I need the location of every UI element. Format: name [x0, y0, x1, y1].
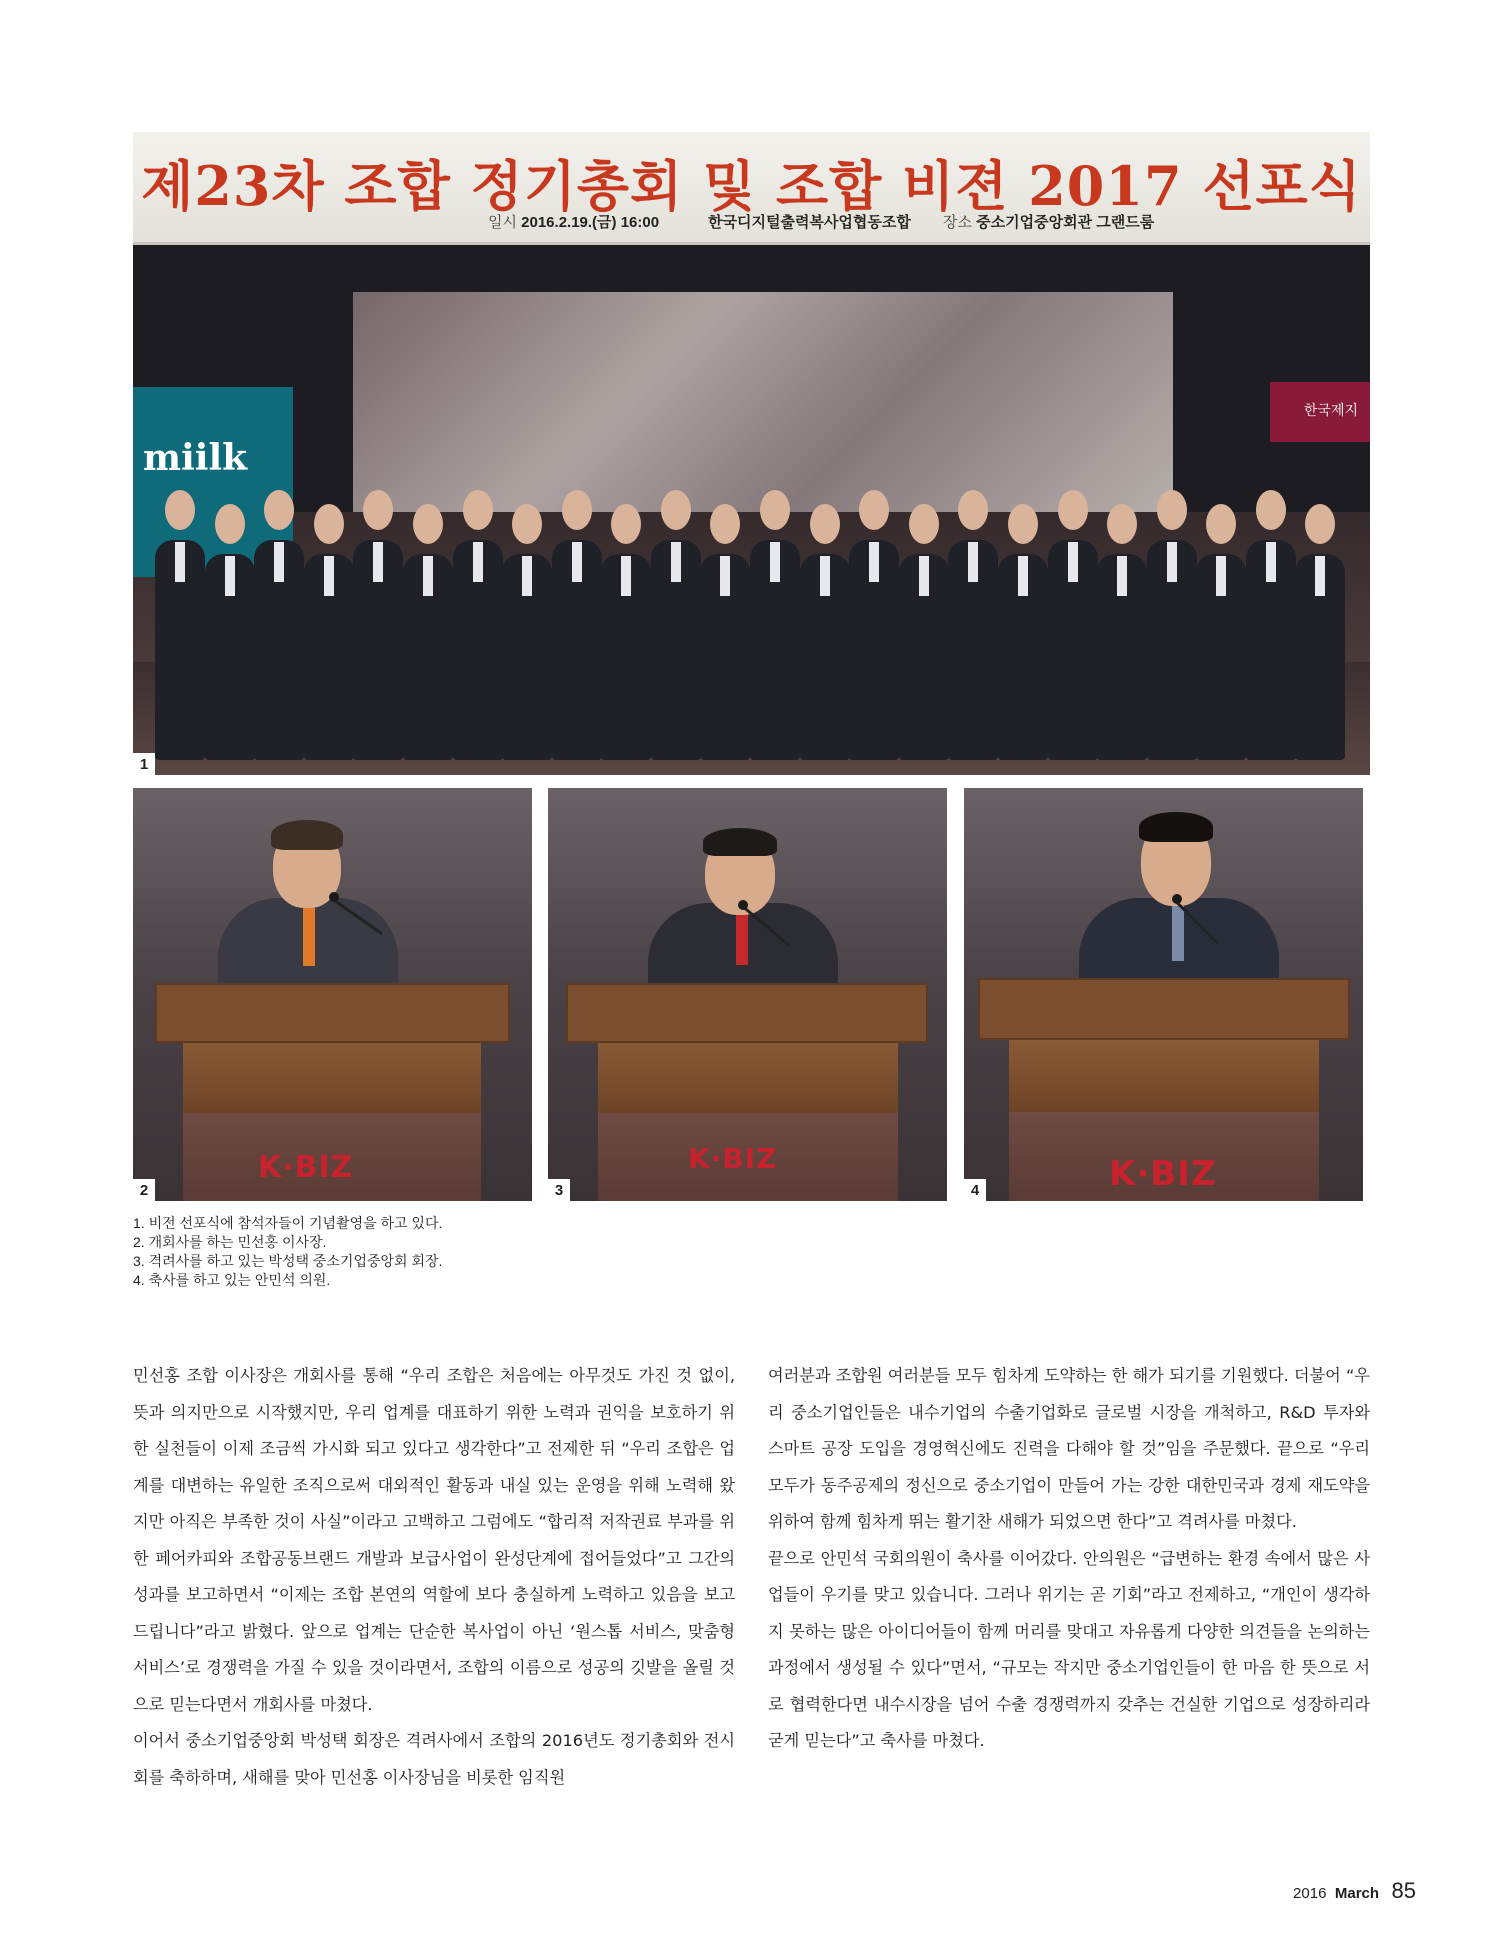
attendee-shirt — [919, 556, 929, 596]
lectern-panel — [1009, 1040, 1319, 1112]
attendee-head — [810, 504, 840, 544]
lectern-panel — [598, 1043, 898, 1113]
attendee-shirt — [869, 542, 879, 582]
banner-date — [488, 211, 659, 232]
attendee-shirt — [274, 542, 284, 582]
sponsor-sign-right-text: 한국제지 — [1303, 402, 1358, 418]
photo-number: 1 — [133, 753, 155, 775]
attendee-shirt — [473, 542, 483, 582]
caption-3: 3. 격려사를 하고 있는 박성택 중소기업중앙회 회장. — [133, 1253, 443, 1269]
caption-2: 2. 개회사를 하는 민선홍 이사장. — [133, 1234, 327, 1250]
attendee-shirt — [324, 556, 334, 596]
attendee-shirt — [820, 556, 830, 596]
attendee-head — [1058, 490, 1088, 530]
body-paragraph: 민선홍 조합 이사장은 개회사를 통해 “우리 조합은 처음에는 아무것도 가진 것 없이, 뜻과 의지만으로 시작했지만, 우리 업계를 대표하기 위한 노력과 권익을 보호하기 위한 실천들이 이제 조금씩 가시화 되고 있다고 생각한다”고 전제한 뒤 “우리 조합은 업계를 대변하는 유일한 조직으로써 대외적인 활동과 내실 있는 운영을 위해 노력해 왔지만 아직은 부족한 것이 사실”이라고 고백하고 그럼에도 “합리적 저작권료 부과를 위한 페어카피와 조합공동브랜드 개발과 보급사업이 완성단계에 접어들었다”고 그간의 성과를 보고하면서 “이제는 조합 본연의 역할에 보다 충실하게 노력하고 있음을 보고 드립니다”라고 밝혔다. 앞으로 업계는 단순한 복사업이 아닌 ‘원스톱 서비스, 맞춤형 서비스’로 경쟁력을 가질 수 있을 것이라면서, 조합의 이름으로 성공의 깃발을 올릴 것으로 믿는다면서 개회사를 마쳤다. — [133, 1366, 735, 1714]
attendee-shirt — [522, 556, 532, 596]
attendee-shirt — [1216, 556, 1226, 596]
speaker-tie — [736, 910, 748, 965]
banner-place-value: 중소기업중앙회관 그랜드룸 — [976, 214, 1155, 231]
attendee-head — [909, 504, 939, 544]
photo-number: 2 — [133, 1179, 155, 1201]
page-number: 85 — [1391, 1878, 1416, 1903]
attendee-head — [1256, 490, 1286, 530]
caption-1: 1. 비전 선포식에 참석자들이 기념촬영을 하고 있다. — [133, 1215, 443, 1231]
attendee-shirt — [1018, 556, 1028, 596]
photo-captions — [133, 1214, 833, 1290]
attendee-head — [661, 490, 691, 530]
banner-place-label: 장소 — [943, 214, 972, 231]
speaker-tie — [1172, 906, 1184, 961]
banner-org: 한국디지털출력복사업협동조합 — [708, 214, 911, 231]
attendee-head — [562, 490, 592, 530]
microphone — [738, 900, 748, 910]
kbiz-logo: K·BIZ — [1109, 1154, 1217, 1194]
lectern-top — [566, 983, 928, 1043]
page-footer — [1293, 1878, 1416, 1904]
microphone — [329, 892, 339, 902]
attendee-head — [165, 490, 195, 530]
attendee-head — [314, 504, 344, 544]
microphone — [1172, 894, 1182, 904]
body-column-left — [133, 1358, 735, 1796]
speaker-photo-3 — [548, 788, 947, 1201]
body-column-right — [768, 1358, 1370, 1760]
attendee-shirt — [770, 542, 780, 582]
attendee-shirt — [968, 542, 978, 582]
attendee-shirt — [1315, 556, 1325, 596]
attendee-shirt — [671, 542, 681, 582]
attendee-shirt — [1117, 556, 1127, 596]
banner-place — [943, 211, 1154, 232]
kbiz-logo: K·BIZ — [258, 1150, 354, 1185]
attendee-head — [512, 504, 542, 544]
speaker-hair — [271, 820, 343, 850]
attendee-head — [463, 490, 493, 530]
body-paragraph: 여러분과 조합원 여러분들 모두 힘차게 도약하는 한 해가 되기를 기원했다. 더불어 “우리 중소기업인들은 내수기업의 수출기업화로 글로벌 시장을 개척하고, R&D 투자와 스마트 공장 도입을 경영혁신에도 진력을 다해야 할 것”임을 주문했다. 끝으로 “우리 모두가 동주공제의 정신으로 중소기업이 만들어 가는 강한 대한민국과 경제 재도약을 위하여 함께 힘차게 뛰는 활기찬 새해가 되었으면 한다”고 격려사를 마쳤다. — [768, 1366, 1370, 1531]
attendee-head — [1008, 504, 1038, 544]
photo-number: 4 — [964, 1179, 986, 1201]
attendee-shirt — [1068, 542, 1078, 582]
speaker-photo-2 — [133, 788, 532, 1201]
attendee-head — [1107, 504, 1137, 544]
event-banner — [133, 132, 1370, 245]
attendee-head — [1157, 490, 1187, 530]
attendee-shirt — [572, 542, 582, 582]
attendee-shirt — [720, 556, 730, 596]
photo-number: 3 — [548, 1179, 570, 1201]
attendee-shirt — [175, 542, 185, 582]
speaker-hair — [1139, 812, 1213, 842]
banner-date-label: 일시 — [488, 214, 517, 231]
attendee-shirt — [225, 556, 235, 596]
lectern-panel — [183, 1043, 481, 1113]
body-paragraph: 끝으로 안민석 국회의원이 축사를 이어갔다. 안의원은 “급변하는 환경 속에서 많은 사업들이 우기를 맞고 있습니다. 그러나 위기는 곧 기회”라고 전제하고, “개인이 생각하지 못하는 많은 아이디어들이 함께 머리를 맞대고 자유롭게 다양한 의견들을 논의하는 과정에서 생성될 수 있다”면서, “규모는 작지만 중소기업인들이 한 마음 한 뜻으로 서로 협력한다면 내수시장을 넘어 수출 경쟁력까지 갖추는 건실한 기업으로 성장하리라 굳게 믿는다”고 축사를 마쳤다. — [768, 1548, 1370, 1750]
attendee-shirt — [373, 542, 383, 582]
caption-4: 4. 축사를 하고 있는 안민석 의원. — [133, 1272, 331, 1288]
speaker-tie — [303, 906, 315, 966]
speaker-photo-4 — [964, 788, 1363, 1201]
attendee-shirt — [1167, 542, 1177, 582]
attendee-shirt — [423, 556, 433, 596]
banner-date-value: 2016.2.19.(금) 16:00 — [521, 214, 660, 231]
attendee-shirt — [621, 556, 631, 596]
group-photo — [133, 132, 1370, 775]
banner-title: 제23차 조합 정기총회 및 조합 비젼 2017 선포식 — [141, 154, 1362, 218]
lectern-top — [978, 978, 1350, 1040]
speaker-hair — [703, 828, 777, 856]
attendee-head — [215, 504, 245, 544]
footer-month: March — [1334, 1885, 1380, 1902]
lectern-top — [155, 983, 510, 1043]
attendee-head — [413, 504, 443, 544]
attendee-head — [264, 490, 294, 530]
kbiz-logo: K·BIZ — [688, 1142, 778, 1175]
attendee-head — [859, 490, 889, 530]
attendee-shirt — [1266, 542, 1276, 582]
attendee-head — [760, 490, 790, 530]
sponsor-sign-left-text: miilk — [143, 437, 248, 479]
footer-year: 2016 — [1293, 1885, 1327, 1902]
body-paragraph: 이어서 중소기업중앙회 박성택 회장은 격려사에서 조합의 2016년도 정기총회와 전시회를 축하하며, 새해를 맞아 민선홍 이사장님을 비롯한 임직원 — [133, 1731, 735, 1787]
